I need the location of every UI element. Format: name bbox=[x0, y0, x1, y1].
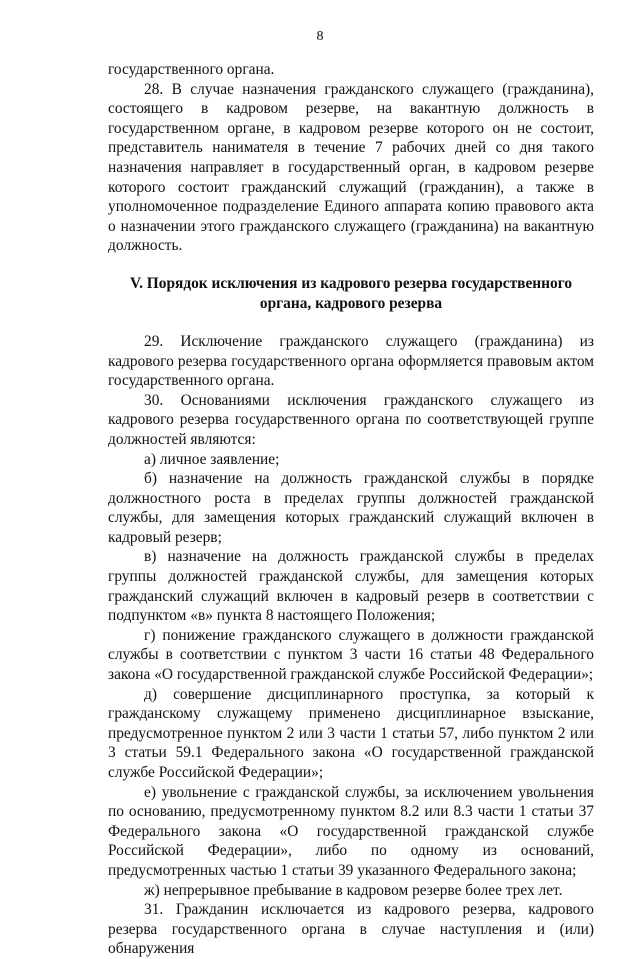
document-body bbox=[108, 60, 594, 959]
list-item-zh: ж) непрерывное пребывание в кадровом резерве более трех лет. bbox=[144, 881, 563, 899]
list-item-d: д) совершение дисциплинарного проступка, за который к гражданскому служащему применено дисциплинарное взыскание, предусмотренное пунктом 2 или 3 части 1 статьи 57, либо пунктом 2 или 3 статьи 59.1 Федерального закона «О государственной гражданской службе Российской Федерации»; bbox=[108, 685, 594, 781]
section-heading: V. Порядок исключения из кадрового резерва государственного органа, кадрового резерва bbox=[129, 274, 573, 312]
list-item-v: в) назначение на должность гражданской службы в пределах группы должностей гражданской службы, для замещения которых гражданский служащий включен в кадровый резерв в соответствии с подпунктом «в» пункта 8 настоящего Положения; bbox=[108, 548, 594, 625]
paragraph-29: 29. Исключение гражданского служащего (гражданина) из кадрового резерва государственного органа оформляется правовым актом государственного органа. bbox=[108, 332, 594, 390]
list-item-e: е) увольнение с гражданской службы, за исключением увольнения по основанию, предусмотренному пунктом 8.2 или 8.3 части 1 статьи 37 Федерального закона «О государственной гражданской службе Российской Федерации», либо по одному из оснований, предусмотренных частью 1 статьи 39 указанного Федерального закона; bbox=[108, 783, 594, 879]
paragraph-31: 31. Гражданин исключается из кадрового резерва, кадрового резерва государственного органа в случае наступления и (или) обнаружения bbox=[108, 901, 594, 958]
page-number: 8 bbox=[316, 29, 324, 44]
paragraph-30: 30. Основаниями исключения гражданского служащего из кадрового резерва государственного органа по соответствующей группе должностей являются: bbox=[108, 391, 594, 448]
paragraph-continuation: государственного органа. bbox=[108, 61, 275, 78]
paragraph-28: 28. В случае назначения гражданского служащего (гражданина), состоящего в кадровом резерве, на вакантную должность в государственном органе, в кадровом резерве которого он не состоит, представитель нанимателя в течение 7 рабочих дней со дня такого назначения направляет в государственный орган, в кадровом резерве которого состоит гражданский служащий (гражданин), а также в уполномоченное подразделение Единого аппарата копию правового акта о назначении этого гражданского служащего (гражданина) на вакантную должность. bbox=[108, 80, 594, 255]
list-item-g: г) понижение гражданского служащего в должности гражданской службы в соответствии с пунктом 3 части 16 статьи 48 Федерального закона «О государственной гражданской службе Российской Федерации»; bbox=[108, 626, 594, 684]
list-item-b: б) назначение на должность гражданской службы в порядке должностного роста в пределах группы должностей гражданской службы, для замещения которых гражданский служащий включен в кадровый резерв; bbox=[108, 470, 594, 546]
list-item-a: а) личное заявление; bbox=[144, 450, 280, 468]
